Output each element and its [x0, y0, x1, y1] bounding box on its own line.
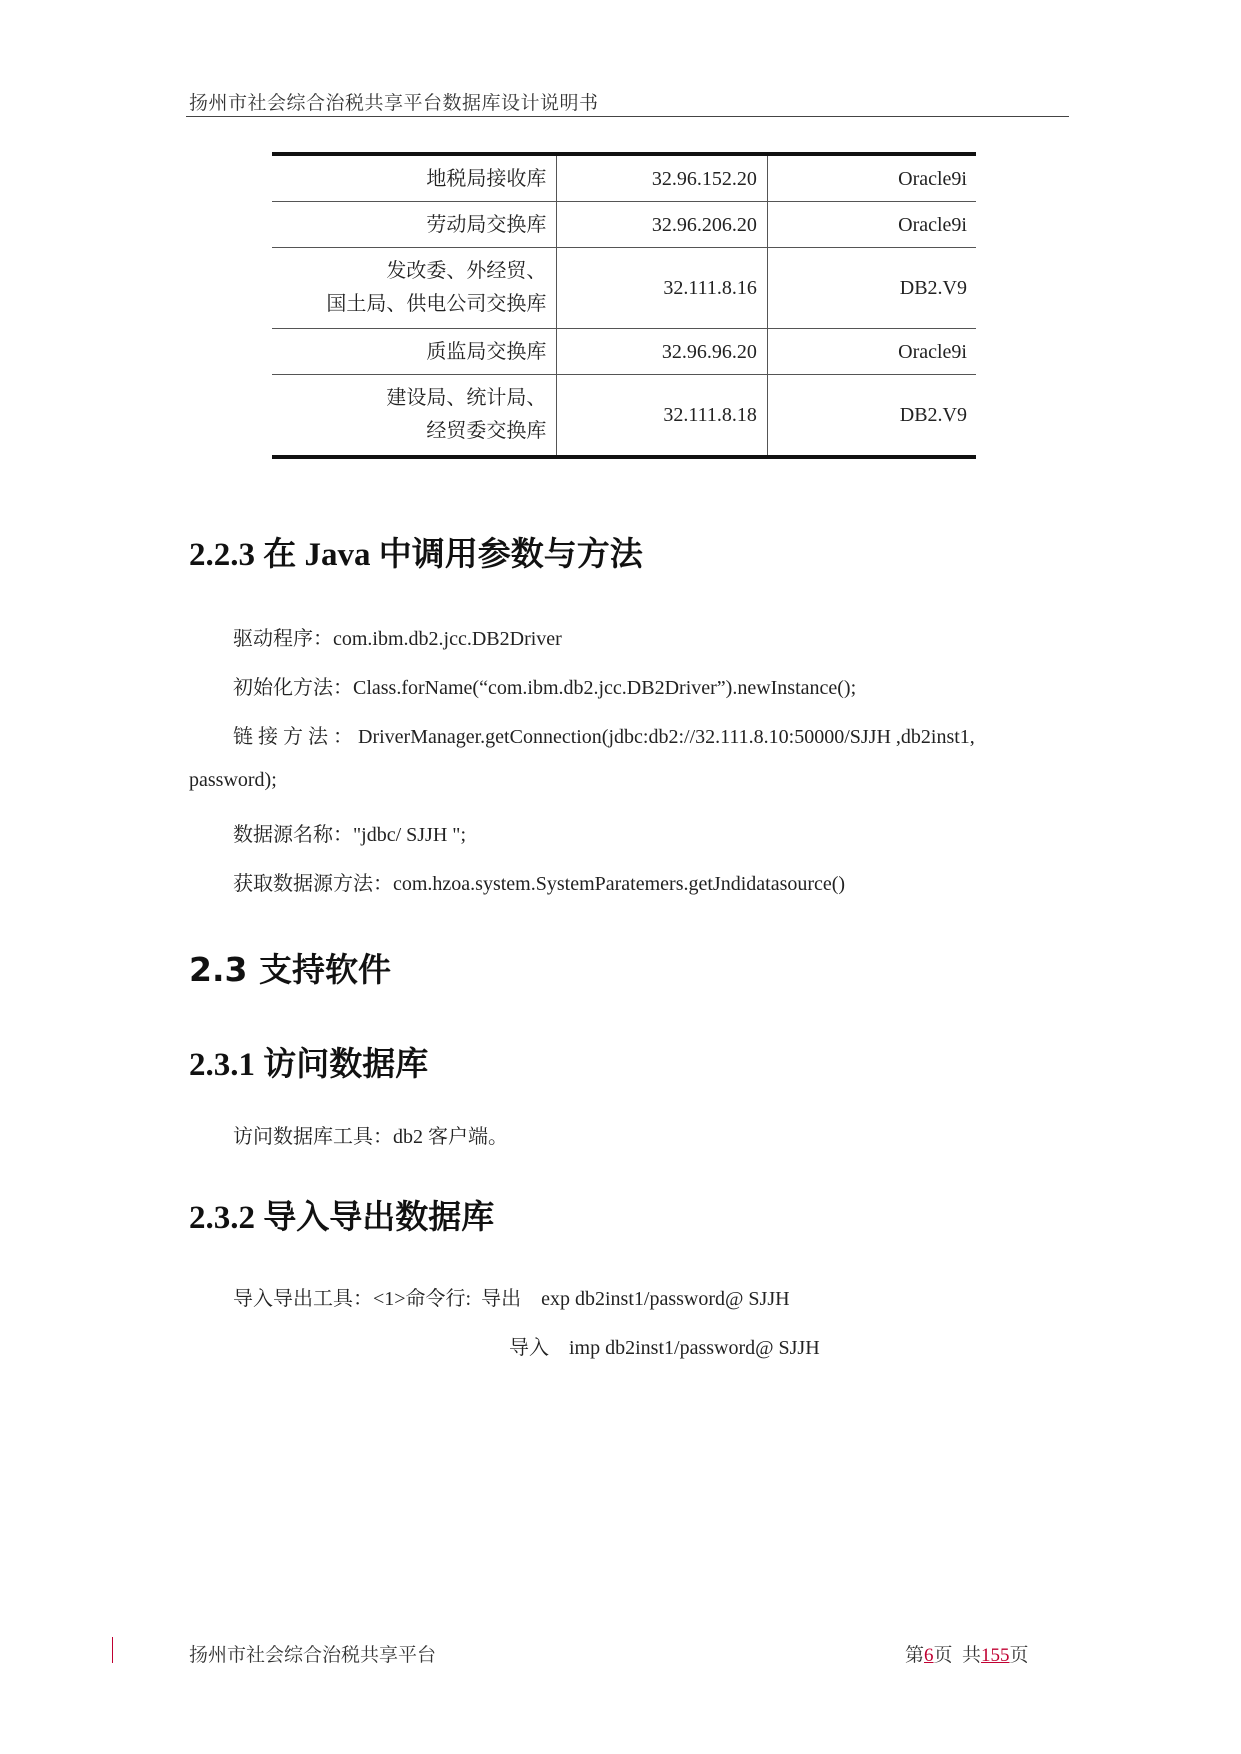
cell-database-name — [272, 154, 557, 202]
cell-database-name — [272, 329, 557, 375]
database-name-line: 发改委、外经贸、 — [386, 260, 547, 282]
cell-database-name — [272, 248, 557, 329]
page-current: 6 — [924, 1645, 934, 1666]
cell-database-type: Oracle9i — [767, 202, 976, 248]
page-number — [905, 1640, 1029, 1667]
cell-database-type: Oracle9i — [767, 329, 976, 375]
driver-paragraph: 驱动程序：com.ibm.db2.jcc.DB2Driver — [233, 628, 562, 650]
footer-margin-mark — [112, 1637, 113, 1663]
section-heading-support-software: 2.3 支持软件 — [189, 950, 391, 989]
connection-method-paragraph: 链 接 方 法 ： DriverManager.getConnection(jdbc:db2://32.111.8.10:50000/SJJH ,db2inst1, — [233, 726, 975, 748]
page-mid: 页 共 — [933, 1645, 982, 1666]
connection-method-continuation: password); — [189, 769, 277, 791]
database-table — [272, 152, 976, 459]
document-header: 扬州市社会综合治税共享平台数据库设计说明书 — [189, 93, 599, 114]
section-heading-access-database: 2.3.1 访问数据库 — [189, 1047, 429, 1083]
section-heading-import-export: 2.3.2 导入导出数据库 — [189, 1200, 495, 1236]
datasource-name-paragraph: 数据源名称："jdbc/ SJJH "; — [233, 824, 467, 846]
cell-ip-address: 32.96.96.20 — [557, 329, 767, 375]
import-command-paragraph: 导入 imp db2inst1/password@ SJJH — [509, 1337, 820, 1359]
table-row — [272, 248, 976, 329]
table-row — [272, 375, 976, 458]
cell-ip-address: 32.111.8.16 — [557, 248, 767, 329]
database-name-line: 劳动局交换库 — [426, 213, 547, 236]
footer-title: 扬州市社会综合治税共享平台 — [189, 1645, 437, 1666]
cell-ip-address: 32.96.152.20 — [557, 154, 767, 202]
database-name-line: 建设局、统计局、 — [386, 387, 547, 409]
access-tool-paragraph: 访问数据库工具：db2 客户端。 — [233, 1126, 508, 1148]
get-datasource-paragraph: 获取数据源方法：com.hzoa.system.SystemParatemers.getJndidatasource() — [233, 873, 846, 895]
table-row — [272, 202, 976, 248]
database-name-line: 国土局、供电公司交换库 — [326, 293, 547, 315]
cell-database-type: DB2.V9 — [767, 375, 976, 458]
cell-database-type: DB2.V9 — [767, 248, 976, 329]
cell-ip-address: 32.111.8.18 — [557, 375, 767, 458]
table-row — [272, 154, 976, 202]
page-prefix: 第 — [905, 1645, 925, 1666]
database-name-line: 经贸委交换库 — [426, 420, 547, 442]
page-total: 155 — [981, 1645, 1010, 1666]
export-command-paragraph: 导入导出工具：<1>命令行: 导出 exp db2inst1/password@ SJJH — [233, 1288, 790, 1310]
page-suffix: 页 — [1009, 1645, 1029, 1666]
database-name-line: 质监局交换库 — [426, 340, 547, 363]
database-name-line: 地税局接收库 — [426, 167, 547, 190]
cell-database-name — [272, 375, 557, 458]
table-row — [272, 329, 976, 375]
cell-database-type: Oracle9i — [767, 154, 976, 202]
database-table-body — [272, 154, 976, 457]
cell-database-name — [272, 202, 557, 248]
header-rule — [186, 116, 1069, 117]
cell-ip-address: 32.96.206.20 — [557, 202, 767, 248]
init-method-paragraph: 初始化方法：Class.forName(“com.ibm.db2.jcc.DB2Driver”).newInstance(); — [233, 677, 857, 699]
section-heading-java: 2.2.3 在 Java 中调用参数与方法 — [189, 537, 643, 573]
